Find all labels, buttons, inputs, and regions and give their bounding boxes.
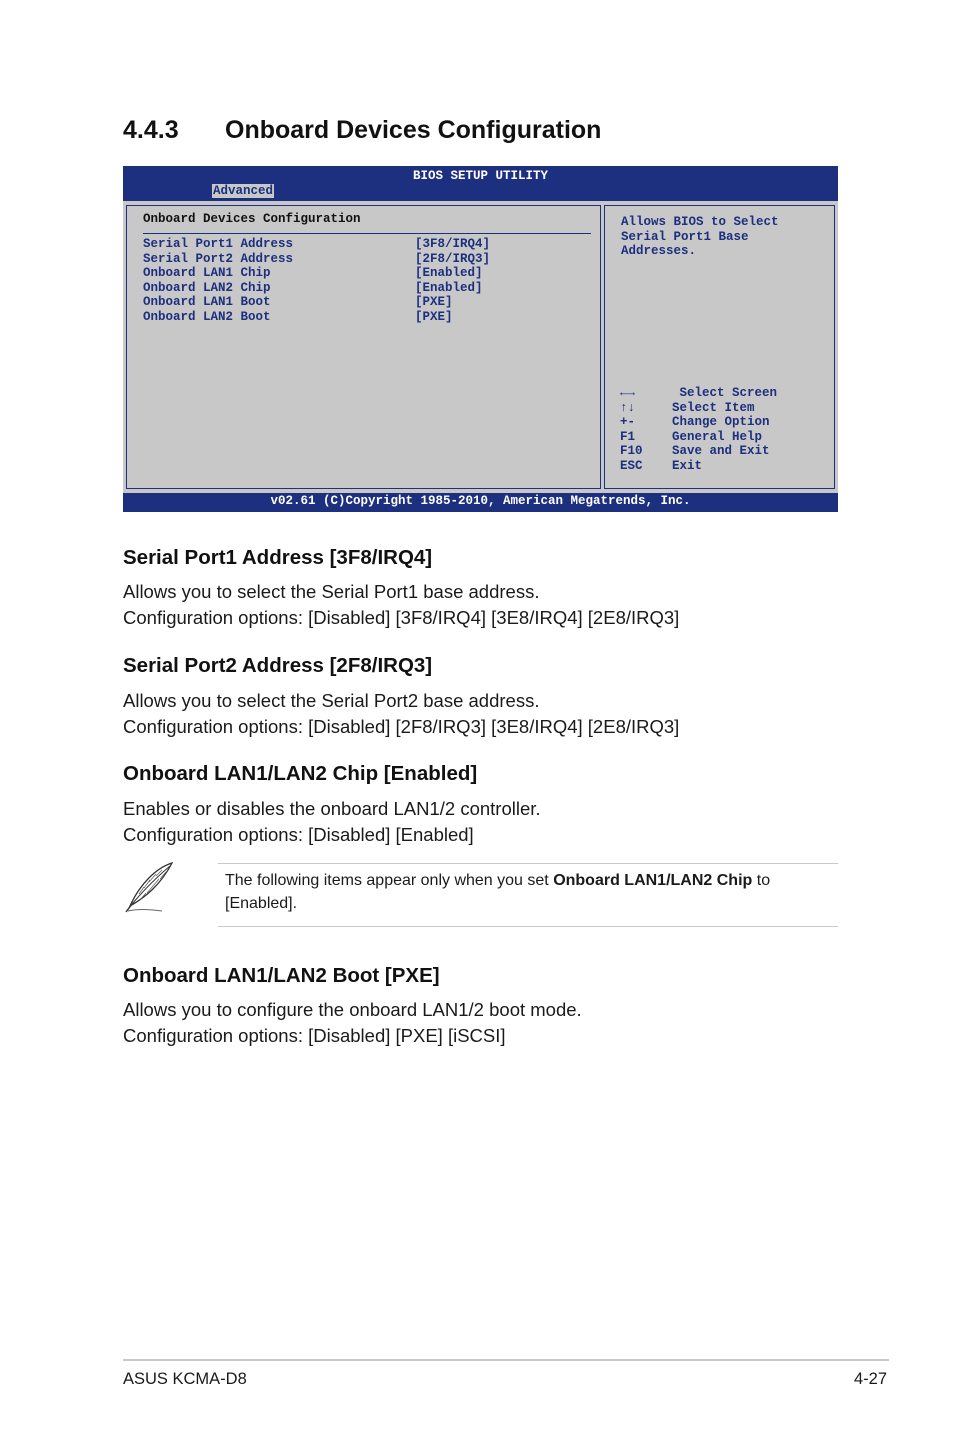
help-line: Serial Port1 Base <box>621 229 749 244</box>
bios-tab-advanced[interactable]: Advanced <box>213 184 274 198</box>
key-legend-row <box>620 415 777 430</box>
bios-divider <box>143 233 591 234</box>
bios-setting-serial-port2[interactable] <box>143 252 490 267</box>
section-number: 4.4.3 <box>123 116 179 144</box>
heading-serial-port1: Serial Port1 Address [3F8/IRQ4] <box>123 546 433 569</box>
bios-setting-lan1-boot[interactable] <box>143 295 490 310</box>
section-title <box>123 116 601 145</box>
note-top-rule <box>218 863 838 864</box>
footer-page-number: 4-27 <box>853 1370 887 1388</box>
bios-setting-lan2-chip[interactable] <box>143 281 490 296</box>
bios-menu-heading: Onboard Devices Configuration <box>143 212 361 226</box>
setting-value: [PXE] <box>415 295 453 309</box>
key-action: Save and Exit <box>672 444 770 458</box>
key-action: Select Screen <box>672 386 778 400</box>
key-action: Change Option <box>672 415 770 429</box>
description-line: Allows you to select the Serial Port1 base address. <box>123 581 540 602</box>
note-text <box>225 869 830 915</box>
key-label: ←→ <box>620 386 636 400</box>
bios-key-legend <box>620 386 777 473</box>
key-label: ↑↓ <box>620 400 636 415</box>
setting-value: [Enabled] <box>415 266 483 280</box>
help-line: Allows BIOS to Select <box>621 215 779 229</box>
note-text-after: to [Enabled]. <box>225 872 771 912</box>
bios-title: BIOS SETUP UTILITY <box>412 169 549 183</box>
key-legend-row <box>620 401 777 416</box>
note-text-bold: Onboard LAN1/LAN2 Chip <box>553 872 753 889</box>
bios-help-text <box>621 215 826 259</box>
bios-help-panel <box>604 205 835 489</box>
key-legend-row <box>620 386 777 401</box>
setting-label: Onboard LAN2 Boot <box>143 309 271 324</box>
setting-label: Onboard LAN1 Chip <box>143 266 271 280</box>
bios-screenshot <box>123 166 838 512</box>
options-line: Configuration options: [Disabled] [3F8/IRQ4] [3E8/IRQ4] [2E8/IRQ3] <box>123 607 680 628</box>
paragraph-lan-chip <box>123 796 541 848</box>
key-label: F1 <box>620 429 636 444</box>
description-line: Enables or disables the onboard LAN1/2 controller. <box>123 798 541 819</box>
section-title-text: Onboard Devices Configuration <box>225 116 602 144</box>
feather-pen-icon <box>122 860 178 916</box>
heading-lan-chip: Onboard LAN1/LAN2 Chip [Enabled] <box>123 762 478 785</box>
setting-value: [PXE] <box>415 309 453 324</box>
setting-label: Serial Port1 Address <box>143 237 294 251</box>
bios-setting-lan2-boot[interactable] <box>143 310 490 325</box>
bios-settings-list <box>143 237 490 324</box>
help-line: Addresses. <box>621 244 697 258</box>
options-line: Configuration options: [Disabled] [2F8/IRQ3] [3E8/IRQ4] [2E8/IRQ3] <box>123 716 680 737</box>
heading-lan-boot: Onboard LAN1/LAN2 Boot [PXE] <box>123 964 440 987</box>
paragraph-serial-port2 <box>123 688 679 740</box>
description-line: Allows you to configure the onboard LAN1/2 boot mode. <box>123 999 582 1020</box>
options-line: Configuration options: [Disabled] [Enabled] <box>123 824 474 845</box>
note-bottom-rule <box>218 926 838 927</box>
key-action: Select Item <box>672 400 755 415</box>
key-legend-row <box>620 459 777 474</box>
setting-label: Onboard LAN2 Chip <box>143 280 271 295</box>
key-legend-row <box>620 430 777 445</box>
bios-setting-lan1-chip[interactable] <box>143 266 490 281</box>
key-label: +- <box>620 415 636 429</box>
setting-value: [2F8/IRQ3] <box>415 251 491 266</box>
setting-value: [Enabled] <box>415 280 483 295</box>
note-text-before: The following items appear only when you set <box>225 872 554 889</box>
key-legend-row <box>620 444 777 459</box>
bios-copyright: v02.61 (C)Copyright 1985-2010, American Megatrends, Inc. <box>270 494 691 508</box>
paragraph-serial-port1 <box>123 579 679 631</box>
options-line: Configuration options: [Disabled] [PXE] [iSCSI] <box>123 1025 506 1046</box>
setting-label: Onboard LAN1 Boot <box>143 295 271 309</box>
key-label: F10 <box>620 444 643 458</box>
key-action: Exit <box>672 458 703 473</box>
bios-setting-serial-port1[interactable] <box>143 237 490 252</box>
bios-settings-panel <box>126 205 601 489</box>
setting-value: [3F8/IRQ4] <box>415 237 491 251</box>
description-line: Allows you to select the Serial Port2 base address. <box>123 690 540 711</box>
footer-product-name: ASUS KCMA-D8 <box>123 1370 247 1388</box>
footer-rule <box>123 1359 889 1361</box>
setting-label: Serial Port2 Address <box>143 251 294 266</box>
key-label: ESC <box>620 458 643 473</box>
heading-serial-port2: Serial Port2 Address [2F8/IRQ3] <box>123 654 433 677</box>
paragraph-lan-boot <box>123 997 582 1049</box>
key-action: General Help <box>672 429 763 444</box>
bios-body <box>123 201 838 493</box>
